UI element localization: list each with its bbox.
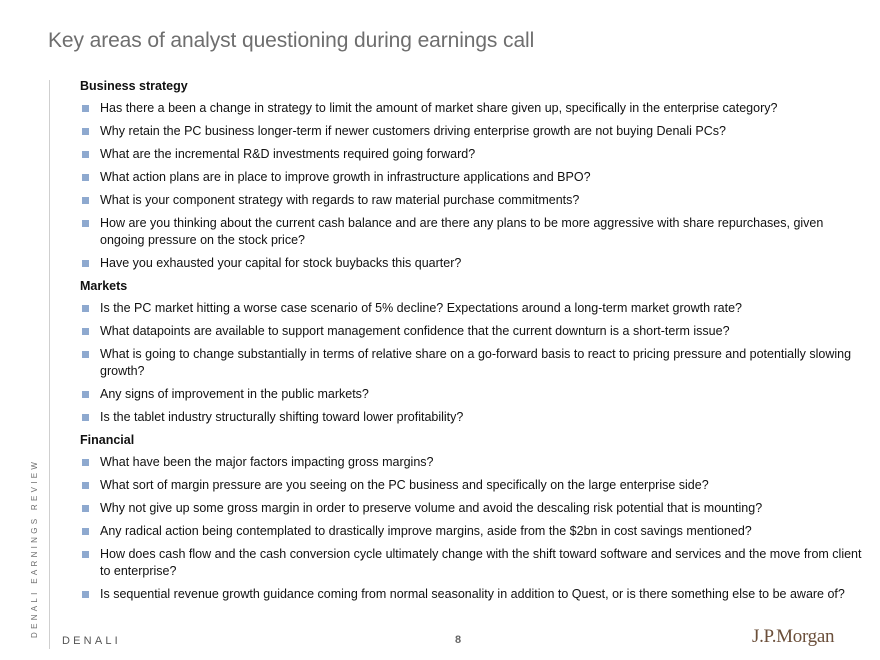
section-heading: Markets	[80, 279, 128, 293]
question-text: What is going to change substantially in terms of relative share on a go-forward basis to react to pricing pressure and potentially slowing growth?	[100, 347, 852, 378]
question-text: Is sequential revenue growth guidance coming from normal seasonality in addition to Quest, or is there something else to be aware of?	[100, 587, 845, 601]
square-bullet-icon	[82, 414, 89, 421]
question-list	[80, 100, 870, 272]
square-bullet-icon	[82, 151, 89, 158]
list-item	[80, 409, 870, 426]
question-text: Why not give up some gross margin in order to preserve volume and avoid the descaling risk potential that is mounting?	[100, 501, 763, 515]
square-bullet-icon	[82, 128, 89, 135]
page-number: 8	[455, 634, 462, 646]
section-markets	[80, 278, 870, 426]
list-item	[80, 386, 870, 403]
page-title: Key areas of analyst questioning during earnings call	[48, 29, 535, 52]
square-bullet-icon	[82, 197, 89, 204]
question-text: How does cash flow and the cash conversion cycle ultimately change with the shift toward software and services and the move from client to enterprise?	[100, 547, 862, 578]
question-text: What sort of margin pressure are you seeing on the PC business and specifically on the large enterprise side?	[100, 478, 709, 492]
square-bullet-icon	[82, 591, 89, 598]
question-text: Any signs of improvement in the public markets?	[100, 387, 369, 401]
list-item	[80, 215, 870, 249]
list-item	[80, 477, 870, 494]
question-text: What is your component strategy with regards to raw material purchase commitments?	[100, 193, 580, 207]
square-bullet-icon	[82, 391, 89, 398]
list-item	[80, 300, 870, 317]
section-financial	[80, 432, 870, 603]
question-text: Has there a been a change in strategy to limit the amount of market share given up, specifically in the enterprise category?	[100, 101, 778, 115]
section-heading: Financial	[80, 433, 135, 447]
question-text: What action plans are in place to improve growth in infrastructure applications and BPO?	[100, 170, 591, 184]
section-business-strategy	[80, 78, 870, 272]
list-item	[80, 255, 870, 272]
side-label: DENALI EARNINGS REVIEW	[30, 458, 39, 638]
question-text: Is the PC market hitting a worse case scenario of 5% decline? Expectations around a long-term market growth rate?	[100, 301, 742, 315]
question-text: Why retain the PC business longer-term if newer customers driving enterprise growth are not buying Denali PCs?	[100, 124, 726, 138]
list-item	[80, 169, 870, 186]
square-bullet-icon	[82, 105, 89, 112]
list-item	[80, 346, 870, 380]
square-bullet-icon	[82, 528, 89, 535]
question-text: What are the incremental R&D investments required going forward?	[100, 147, 476, 161]
question-text: Any radical action being contemplated to drastically improve margins, aside from the $2bn in cost savings mentioned?	[100, 524, 752, 538]
question-text: What datapoints are available to support management confidence that the current downturn is a short-term issue?	[100, 324, 730, 338]
square-bullet-icon	[82, 174, 89, 181]
question-list	[80, 300, 870, 426]
list-item	[80, 323, 870, 340]
square-bullet-icon	[82, 551, 89, 558]
list-item	[80, 100, 870, 117]
square-bullet-icon	[82, 505, 89, 512]
square-bullet-icon	[82, 482, 89, 489]
question-text: How are you thinking about the current cash balance and are there any plans to be more aggressive with share repurchases, given ongoing pressure on the stock price?	[100, 216, 824, 247]
square-bullet-icon	[82, 459, 89, 466]
square-bullet-icon	[82, 351, 89, 358]
list-item	[80, 192, 870, 209]
footer-company: DENALI	[62, 635, 121, 647]
list-item	[80, 123, 870, 140]
square-bullet-icon	[82, 260, 89, 267]
square-bullet-icon	[82, 328, 89, 335]
list-item	[80, 454, 870, 471]
list-item	[80, 500, 870, 517]
left-divider	[49, 80, 50, 649]
section-heading: Business strategy	[80, 79, 188, 93]
list-item	[80, 523, 870, 540]
list-item	[80, 546, 870, 580]
list-item	[80, 146, 870, 163]
content-area	[80, 78, 870, 609]
question-text: Is the tablet industry structurally shifting toward lower profitability?	[100, 410, 464, 424]
question-text: Have you exhausted your capital for stock buybacks this quarter?	[100, 256, 462, 270]
question-list	[80, 454, 870, 603]
list-item	[80, 586, 870, 603]
square-bullet-icon	[82, 220, 89, 227]
square-bullet-icon	[82, 305, 89, 312]
jpmorgan-logo: J.P.Morgan	[752, 626, 835, 647]
question-text: What have been the major factors impacting gross margins?	[100, 455, 434, 469]
